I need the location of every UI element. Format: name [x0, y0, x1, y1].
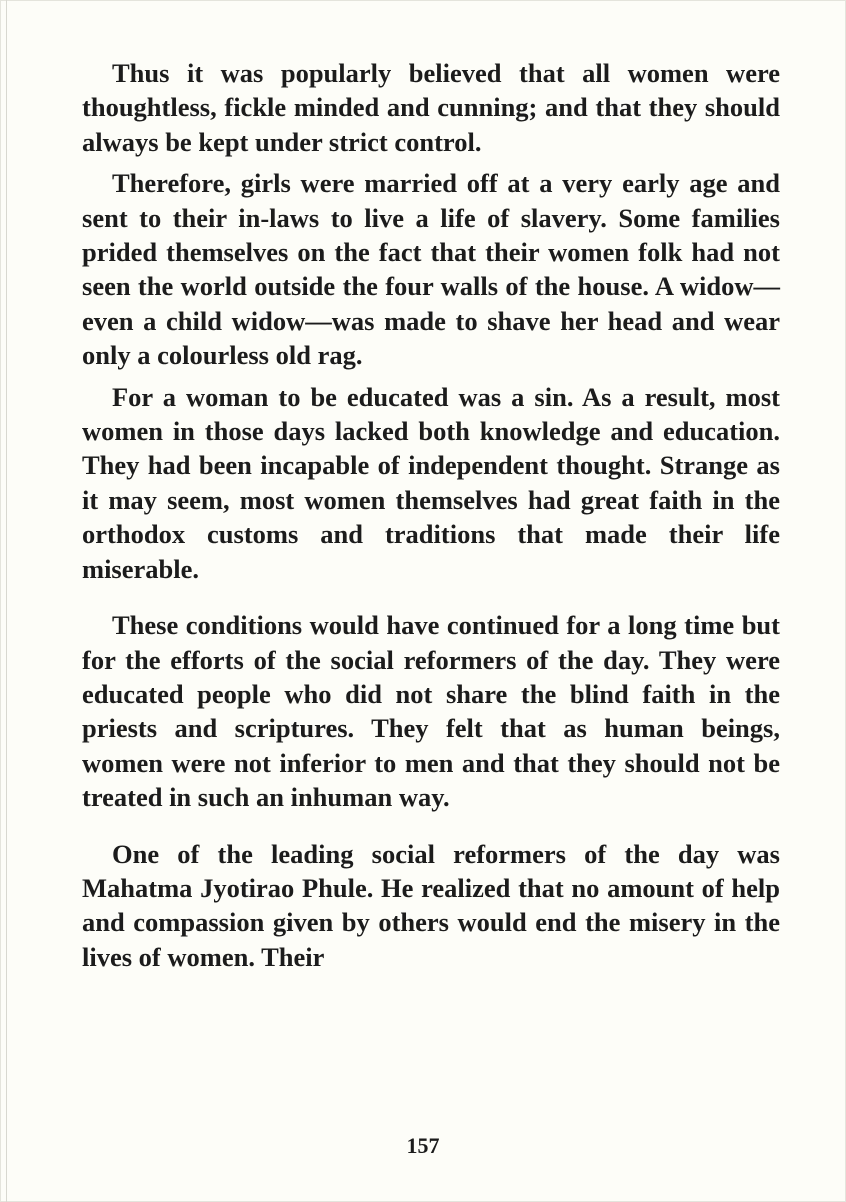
paragraph-1: Thus it was popularly believed that all women were thoughtless, fickle minded and cunning; and that they should always be kept under strict control.: [82, 58, 780, 157]
page-number: 157: [406, 1133, 440, 1158]
paragraph-4: These conditions would have continued for a long time but for the efforts of the social reformers of the day. They were educated people who did not share the blind faith in the priests and scriptures. They felt that as human beings, women were not inferior to men and that they should not be treated in such an inhuman way.: [82, 610, 780, 813]
paragraph-2: Therefore, girls were married off at a very early age and sent to their in-laws to live a life of slavery. Some families prided themselves on the fact that their women folk had not seen the world outside the four walls of the house. A widow—even a child widow—was made to shave her head and wear only a colourless old rag.: [82, 168, 780, 371]
paragraph-5: One of the leading social reformers of the day was Mahatma Jyotirao Phule. He realized that no amount of help and compassion given by others would end the misery in the lives of women. Their: [82, 838, 780, 972]
page-edge-divider: [6, 0, 7, 1202]
body-text: [82, 56, 780, 974]
paragraph-3: For a woman to be educated was a sin. As a result, most women in those days lacked both knowledge and education. They had been incapable of independent thought. Strange as it may seem, most women themselves had great faith in the orthodox customs and traditions that made their life miserable.: [82, 381, 780, 584]
